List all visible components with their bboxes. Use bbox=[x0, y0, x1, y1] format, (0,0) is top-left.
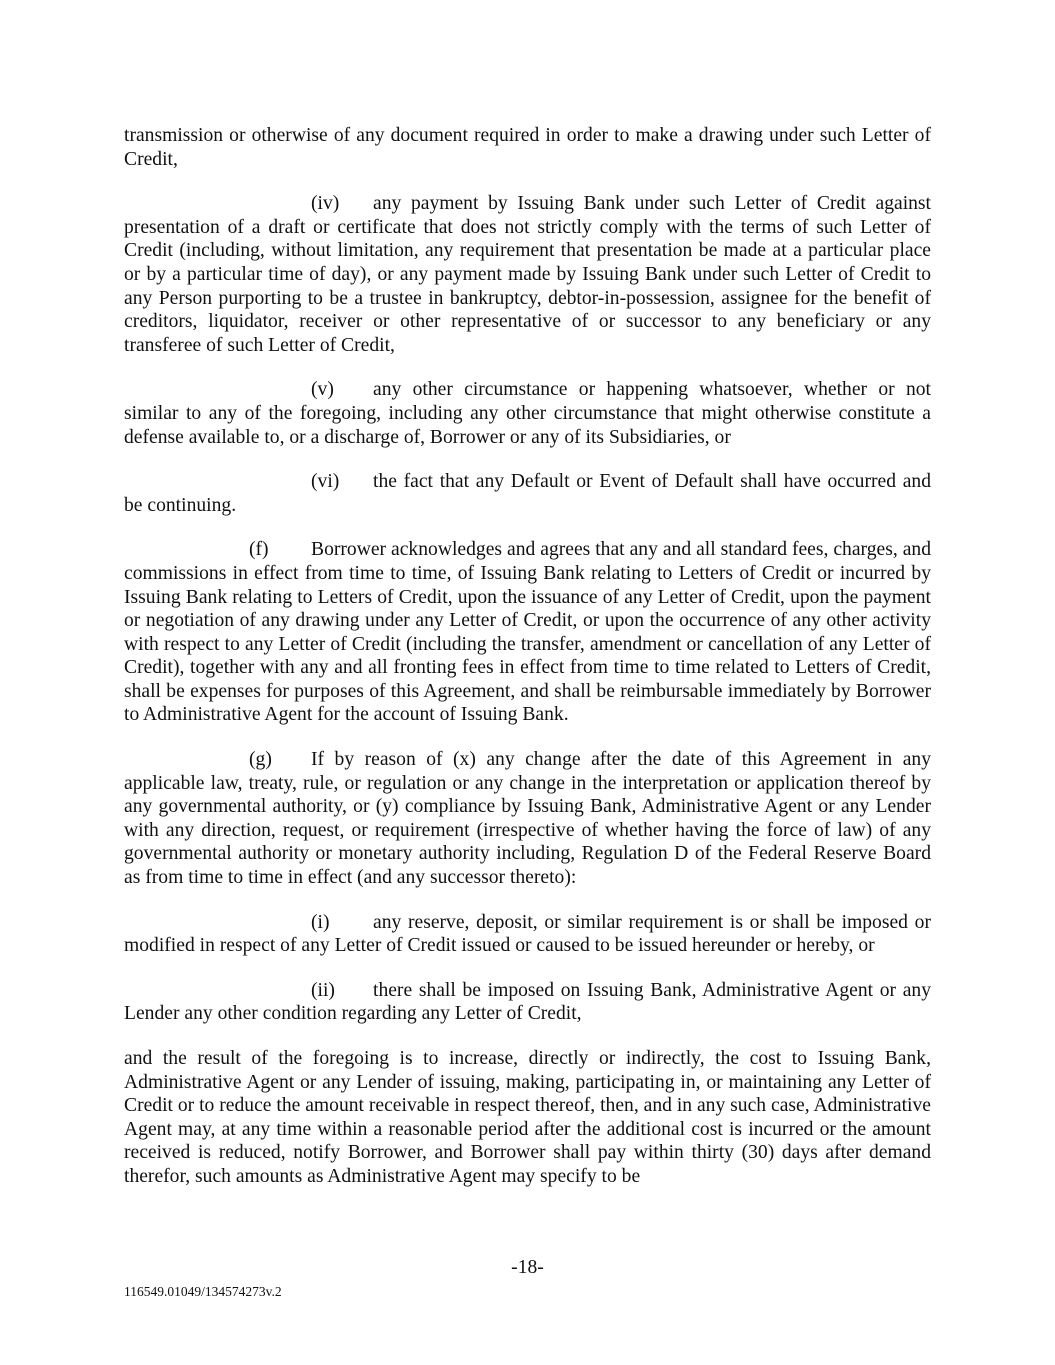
paragraph-result bbox=[124, 1047, 931, 1189]
paragraph-text: the fact that any Default or Event of Default shall have occurred and be continuing. bbox=[124, 471, 931, 516]
document-body bbox=[124, 124, 931, 1210]
paragraph-text: and the result of the foregoing is to increase, directly or indirectly, the cost to Issuing Bank, Administrative Agent or any Lender of issuing, making, participating in, or maintaining any Letter of Credit or to reduce the amount receivable in respect thereof, then, and in any such case, Administrative Agent may, at any time within a reasonable period after the additional cost is incurred or the amount received is reduced, notify Borrower, and Borrower shall pay within thirty (30) days after demand therefor, such amounts as Administrative Agent may specify to be bbox=[124, 1048, 931, 1187]
paragraph-text: transmission or otherwise of any document required in order to make a drawing under such Letter of Credit, bbox=[124, 125, 931, 170]
clause-ii bbox=[124, 979, 931, 1026]
paragraph-text: any other circumstance or happening whatsoever, whether or not similar to any of the foregoing, including any other circumstance that might otherwise constitute a defense available to, or a discharge of, Borrower or any of its Subsidiaries, or bbox=[124, 379, 931, 448]
paragraph-text: If by reason of (x) any change after the date of this Agreement in any applicable law, treaty, rule, or regulation or any change in the interpretation or application thereof by any governmental authority, or (y) compliance by Issuing Bank, Administrative Agent or any Lender with any direction, request, or requirement (irrespective of whether having the force of law) of any governmental authority or monetary authority including, Regulation D of the Federal Reserve Board as from time to time in effect (and any successor thereto): bbox=[124, 749, 931, 889]
clause-marker: (f) bbox=[249, 539, 269, 561]
clause-vi bbox=[124, 470, 931, 517]
clause-marker: (i) bbox=[311, 911, 330, 933]
paragraph-text: Borrower acknowledges and agrees that any and all standard fees, charges, and commissions in effect from time to time, of Issuing Bank relating to Letters of Credit or incurred by Issuing Bank relating to Letters of Credit, upon the issuance of any Letter of Credit, upon the payment or negotiation of any drawing under any Letter of Credit, or upon the occurrence of any other activity with respect to any Letter of Credit (including the transfer, amendment or cancellation of any Letter of Credit), together with any and all fronting fees in effect from time to time related to Letters of Credit, shall be expenses for purposes of this Agreement, and shall be reimbursable immediately by Borrower to Administrative Agent for the account of Issuing Bank. bbox=[124, 539, 931, 726]
clause-marker: (g) bbox=[249, 749, 272, 771]
paragraph-continuation bbox=[124, 124, 931, 171]
paragraph-text: there shall be imposed on Issuing Bank, Administrative Agent or any Lender any other condition regarding any Letter of Credit, bbox=[124, 979, 931, 1025]
paragraph-text: any reserve, deposit, or similar requirement is or shall be imposed or modified in respect of any Letter of Credit issued or caused to be issued hereunder or hereby, or bbox=[124, 911, 931, 957]
clause-marker: (v) bbox=[311, 379, 334, 401]
clause-marker: (ii) bbox=[311, 979, 335, 1001]
paragraph-text: any payment by Issuing Bank under such Letter of Credit against presentation of a draft or certificate that does not strictly comply with the terms of such Letter of Credit (including, without limitation, any requirement that presentation be made at a particular place or by a particular time of day), or any payment made by Issuing Bank under such Letter of Credit to any Person purporting to be a trustee in bankruptcy, debtor-in-possession, assignee for the benefit of creditors, liquidator, receiver or other representative of or successor to any beneficiary or any transferee of such Letter of Credit, bbox=[124, 193, 931, 356]
clause-v bbox=[124, 378, 931, 449]
page-number: -18- bbox=[511, 1257, 544, 1278]
clause-g bbox=[124, 748, 931, 890]
clause-marker: (iv) bbox=[311, 193, 340, 215]
clause-marker: (vi) bbox=[311, 471, 340, 493]
document-id: 116549.01049/134574273v.2 bbox=[124, 1284, 282, 1299]
clause-iv bbox=[124, 192, 931, 357]
clause-f bbox=[124, 538, 931, 727]
clause-i bbox=[124, 911, 931, 958]
